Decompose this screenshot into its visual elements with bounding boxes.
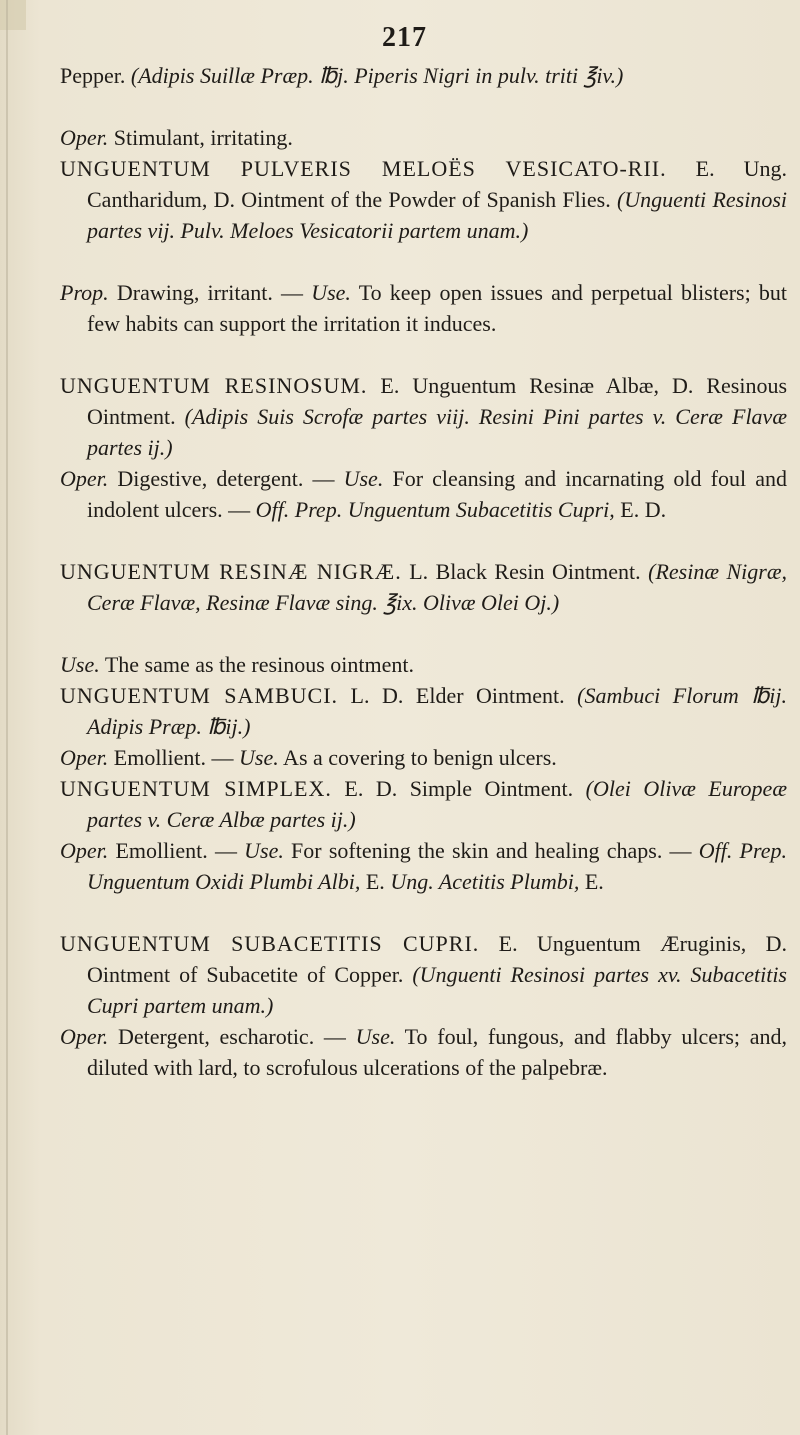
- entry-synonyms: L. D. Elder Ointment.: [338, 683, 565, 708]
- entry-label: Use.: [311, 280, 351, 305]
- entry-unguentum-simplex: [60, 773, 787, 835]
- entry-text: To keep open issues and perpetual blisters; but few habits can support the irritation it induces.: [87, 280, 787, 336]
- page-corner-shadow: [0, 0, 26, 30]
- entry-synonyms: E. Ung. Cantharidum, D. Ointment of the Powder of Spanish Flies.: [87, 156, 788, 212]
- entry-headword: UNGUENTUM SAMBUCI.: [60, 683, 339, 708]
- entry-text: Detergent, escharotic. —: [108, 1024, 356, 1049]
- entry-label: Oper.: [60, 745, 109, 770]
- entry-reference: Off. Prep. Unguentum Subacetitis Cupri,: [255, 497, 615, 522]
- entry-label: Use.: [244, 838, 284, 863]
- binding-gutter: [6, 0, 8, 1435]
- entry-text: For softening the skin and healing chaps. —: [283, 838, 699, 863]
- entry-title: Pepper.: [60, 63, 126, 88]
- entry-text: Emollient. —: [108, 745, 240, 770]
- entry-text: Drawing, irritant. —: [108, 280, 312, 305]
- entry-text: To foul, fungous, and flabby ulcers; and, diluted with lard, to scrofulous ulcerations of the palpebræ.: [87, 1024, 787, 1080]
- entry-pepper-operation: [60, 122, 787, 153]
- entry-label: Use.: [239, 745, 279, 770]
- entry-unguentum-resinae-nigrae: [60, 556, 787, 618]
- entry-formula: (Olei Olivæ Europeæ partes v. Ceræ Albæ partes ij.): [87, 776, 787, 832]
- entry-reference: Off. Prep. Unguentum Oxidi Plumbi Albi,: [87, 838, 787, 894]
- entry-text: Digestive, detergent. —: [108, 466, 344, 491]
- entry-label: Oper.: [60, 838, 109, 863]
- entry-synonyms: E. Unguentum Resinæ Albæ, D. Resinous Ointment.: [87, 373, 788, 429]
- entry-unguentum-sambuci: [60, 680, 787, 742]
- entry-label: Use.: [355, 1024, 396, 1049]
- entry-headword: UNGUENTUM PULVERIS MELOËS VESICATO-RII.: [60, 156, 667, 181]
- entry-nigrae-use: [60, 649, 787, 680]
- entry-label: Use.: [60, 652, 100, 677]
- entry-headword: UNGUENTUM SIMPLEX.: [60, 776, 332, 801]
- entry-headword: UNGUENTUM SUBACETITIS CUPRI.: [60, 931, 480, 956]
- entry-sambuci-operation: [60, 742, 787, 773]
- entry-text: The same as the resinous ointment.: [99, 652, 414, 677]
- entry-text: Stimulant, irritating.: [108, 125, 293, 150]
- entry-formula: (Resinæ Nigræ, Ceræ Flavæ, Resinæ Flavæ sing. ℥ix. Olivæ Olei Oj.): [87, 559, 787, 615]
- entry-label: Oper.: [60, 1024, 109, 1049]
- entry-label: Oper.: [60, 125, 109, 150]
- entry-label: Use.: [343, 466, 384, 491]
- entry-text: E.: [579, 869, 604, 894]
- entry-label: Oper.: [60, 466, 109, 491]
- entry-reference: Ung. Acetitis Plumbi,: [390, 869, 580, 894]
- entry-simplex-operation: [60, 835, 787, 897]
- entry-unguentum-resinosum: [60, 370, 787, 463]
- entry-text: For cleansing and incarnating old foul and indolent ulcers. —: [87, 466, 787, 522]
- entry-formula: (Sambuci Florum ℔ij. Adipis Præp. ℔ij.): [87, 683, 787, 739]
- entry-formula: (Unguenti Resinosi partes vij. Pulv. Meloes Vesicatorii partem unam.): [87, 187, 787, 243]
- entry-resinosum-operation: [60, 463, 787, 525]
- entry-text: Emollient. —: [108, 838, 245, 863]
- entry-meloes-properties: [60, 277, 787, 339]
- entry-synonyms: L. Black Resin Ointment.: [401, 559, 641, 584]
- entry-text: E. D.: [614, 497, 667, 522]
- page-number: 217: [382, 22, 427, 53]
- entry-text: As a covering to benign ulcers.: [278, 745, 557, 770]
- entry-unguentum-subacetitis-cupri: [60, 928, 787, 1021]
- entry-formula: (Adipis Suillæ Præp. ℔j. Piperis Nigri in pulv. triti ℥iv.): [125, 63, 624, 88]
- entry-pepper-composition: [60, 60, 787, 91]
- entry-formula: (Adipis Suis Scrofæ partes viij. Resini Pini partes v. Ceræ Flavæ partes ij.): [87, 404, 787, 460]
- entry-label: Prop.: [60, 280, 109, 305]
- entry-subacetitis-operation: [60, 1021, 787, 1083]
- entry-synonyms: E. D. Simple Ointment.: [331, 776, 574, 801]
- entry-unguentum-pulveris-meloes: [60, 153, 787, 246]
- entry-headword: UNGUENTUM RESINOSUM.: [60, 373, 368, 398]
- entry-synonyms: E. Unguentum Æruginis, D. Ointment of Subacetite of Copper.: [87, 931, 787, 987]
- entry-formula: (Unguenti Resinosi partes xv. Subacetitis Cupri partem unam.): [87, 962, 787, 1018]
- entry-headword: UNGUENTUM RESINÆ NIGRÆ.: [60, 559, 402, 584]
- entry-text: E.: [360, 869, 391, 894]
